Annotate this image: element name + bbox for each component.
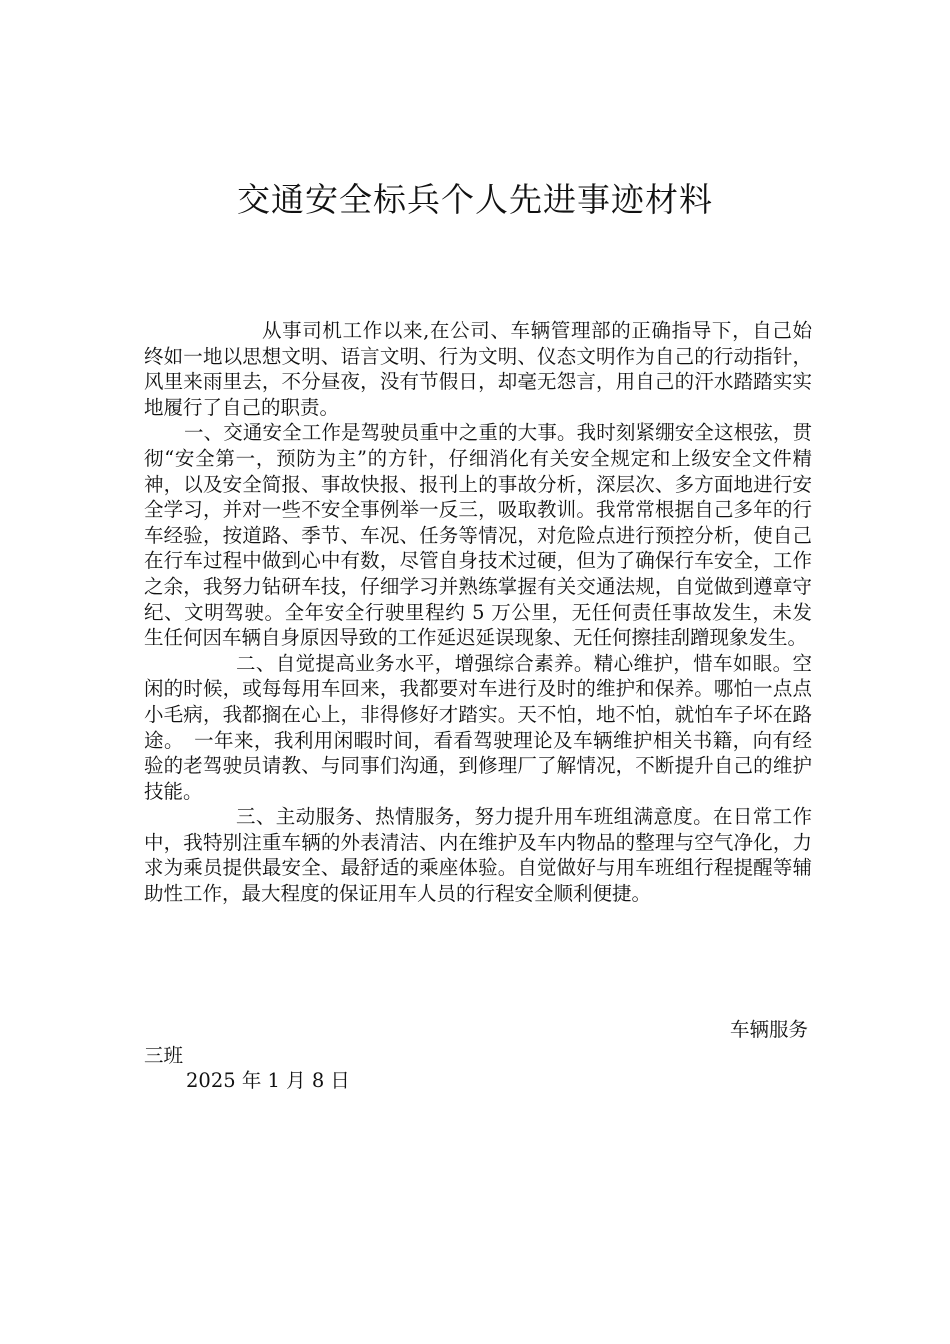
intro-paragraph: 从事司机工作以来,在公司、车辆管理部的正确指导下，自己始终如一地以思想文明、语言文明、行为文明、仪态文明作为自己的行动指针，风里来雨里去，不分昼夜，没有节假日，却毫无怨言，用自己的汗水踏踏实实地履行了自己的职责。 bbox=[144, 319, 812, 419]
signature-block bbox=[144, 1017, 812, 1094]
section-1-paragraph: 一、交通安全工作是驾驶员重中之重的大事。我时刻紧绷安全这根弦，贯彻“安全第一，预防为主”的方针，仔细消化有关安全规定和上级安全文件精神，以及安全简报、事故快报、报刊上的事故分析，深层次、多方面地进行安全学习，并对一些不安全事例举一反三，吸取教训。我常常根据自己多年的行车经验，按道路、季节、车况、任务等情况，对危险点进行预控分析，使自己在行车过程中做到心中有数，尽管自身技术过硬，但为了确保行车安全，工作之余，我努力钻研车技，仔细学习并熟练掌握有关交通法规，自觉做到遵章守纪、文明驾驶。全年安全行驶里程约 5 万公里，无任何责任事故发生，未发生任何因车辆自身原因导致的工作延迟延误现象、无任何擦挂刮蹭现象发生。 bbox=[144, 421, 812, 650]
document-body bbox=[144, 318, 812, 907]
signature-org-line1: 车辆服务 bbox=[729, 1018, 808, 1041]
section-3-paragraph: 三、主动服务、热情服务，努力提升用车班组满意度。在日常工作中，我特别注重车辆的外表清洁、内在维护及车内物品的整理与空气净化，力求为乘员提供最安全、最舒适的乘座体验。自觉做好与用车班组行程提醒等辅助性工作，最大程度的保证用车人员的行程安全顺利便捷。 bbox=[144, 805, 812, 906]
signature-date: 2025 年 1 月 8 日 bbox=[186, 1069, 350, 1093]
document-title: 交通安全标兵个人先进事迹材料 bbox=[237, 180, 713, 219]
section-2-paragraph: 二、自觉提高业务水平，增强综合素养。精心维护，惜车如眼。空闲的时候，或每每用车回来，我都要对车进行及时的维护和保养。哪怕一点点小毛病，我都搁在心上，非得修好才踏实。天不怕，地不怕，就怕车子坏在路途。 一年来，我利用闲暇时间，看看驾驶理论及车辆维护相关书籍，向有经验的老驾驶员请教、与同事们沟通，到修理厂了解情况，不断提升自己的维护技能。 bbox=[144, 651, 812, 803]
signature-org-line2: 三班 bbox=[144, 1043, 184, 1067]
